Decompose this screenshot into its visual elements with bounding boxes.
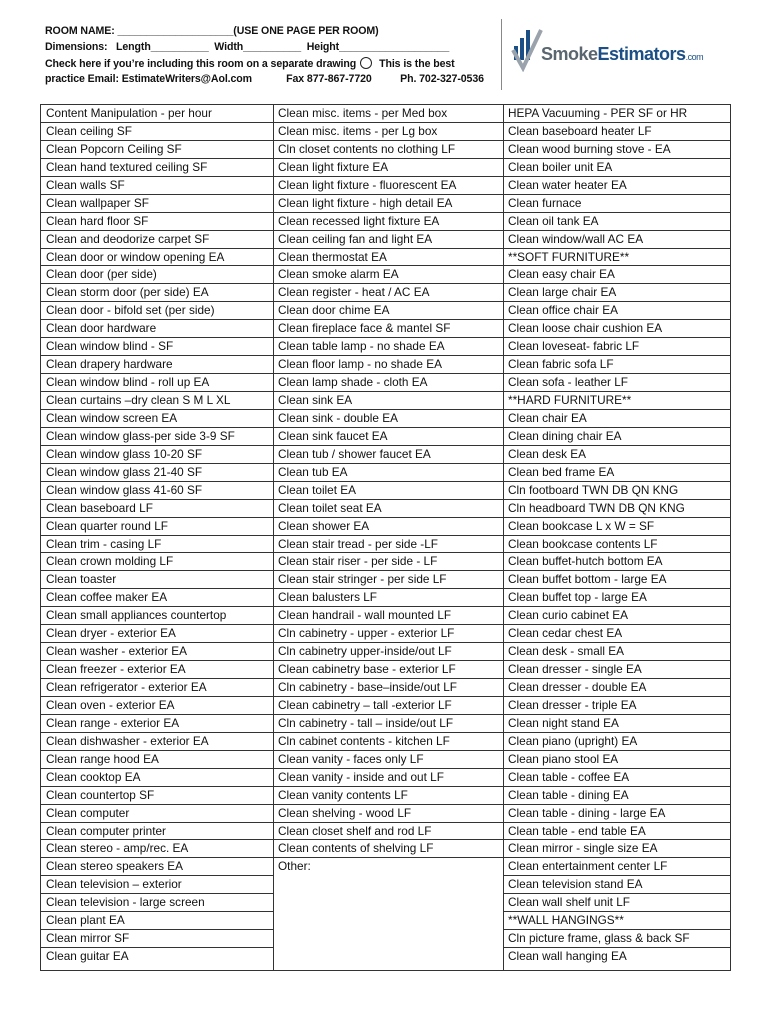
item-c3-26[interactable]: Clean buffet-hutch bottom EA <box>503 553 731 571</box>
item-c2-38[interactable]: Clean vanity - inside and out LF <box>273 769 503 787</box>
item-c3-14[interactable]: Clean loveseat- fabric LF <box>503 338 731 356</box>
item-c3-46[interactable]: **WALL HANGINGS** <box>503 912 731 930</box>
item-c1-7[interactable]: Clean hard floor SF <box>41 213 273 231</box>
best-practice-text: This is the best <box>379 58 455 70</box>
item-c1-28[interactable]: Clean coffee maker EA <box>41 589 273 607</box>
item-c2-21[interactable]: Clean tub EA <box>273 464 503 482</box>
item-c3-38[interactable]: Clean table - coffee EA <box>503 769 731 787</box>
item-c1-39[interactable]: Clean countertop SF <box>41 787 273 805</box>
item-c1-30[interactable]: Clean dryer - exterior EA <box>41 625 273 643</box>
item-c3-22[interactable]: Cln footboard TWN DB QN KNG <box>503 482 731 500</box>
item-c2-12[interactable]: Clean door chime EA <box>273 302 503 320</box>
item-c1-10[interactable]: Clean door (per side) <box>41 266 273 284</box>
item-c3-48[interactable]: Clean wall hanging EA <box>508 949 627 964</box>
item-c1-15[interactable]: Clean drapery hardware <box>41 356 273 374</box>
header-block <box>39 19 502 90</box>
item-c2-6[interactable]: Clean light fixture - high detail EA <box>273 195 503 213</box>
item-c1-44[interactable]: Clean television – exterior <box>41 876 273 894</box>
item-c3-16[interactable]: Clean sofa - leather LF <box>503 374 731 392</box>
item-c3-21[interactable]: Clean bed frame EA <box>503 464 731 482</box>
item-c2-7[interactable]: Clean recessed light fixture EA <box>273 213 503 231</box>
item-c3-19[interactable]: Clean dining chair EA <box>503 428 731 446</box>
item-c2-31[interactable]: Cln cabinetry upper-inside/out LF <box>273 643 503 661</box>
item-c2-19[interactable]: Clean sink faucet EA <box>273 428 503 446</box>
item-c1-5[interactable]: Clean walls SF <box>41 177 273 195</box>
column-2 <box>273 105 504 970</box>
item-c3-8[interactable]: Clean window/wall AC EA <box>503 231 731 249</box>
logo-wordmark <box>541 44 703 65</box>
column-1 <box>41 105 274 970</box>
item-c2-9[interactable]: Clean thermostat EA <box>273 249 503 267</box>
item-c3-32[interactable]: Clean dresser - single EA <box>503 661 731 679</box>
item-c1-6[interactable]: Clean wallpaper SF <box>41 195 273 213</box>
logo-word-smoke: Smoke <box>541 44 598 64</box>
smoke-estimators-logo <box>511 22 731 82</box>
item-c2-30[interactable]: Cln cabinetry - upper - exterior LF <box>273 625 503 643</box>
item-c1-25[interactable]: Clean trim - casing LF <box>41 536 273 554</box>
item-c2-32[interactable]: Clean cabinetry base - exterior LF <box>273 661 503 679</box>
item-c1-47[interactable]: Clean mirror SF <box>41 930 273 948</box>
item-c3-24[interactable]: Clean bookcase L x W = SF <box>503 518 731 536</box>
item-c1-16[interactable]: Clean window blind - roll up EA <box>41 374 273 392</box>
item-c2-23[interactable]: Clean toilet seat EA <box>273 500 503 518</box>
item-c3-9[interactable]: **SOFT FURNITURE** <box>503 249 731 267</box>
item-c2-40[interactable]: Clean shelving - wood LF <box>273 805 503 823</box>
item-c1-34[interactable]: Clean oven - exterior EA <box>41 697 273 715</box>
item-c3-41[interactable]: Clean table - end table EA <box>503 823 731 841</box>
item-c1-17[interactable]: Clean curtains –dry clean S M L XL <box>41 392 273 410</box>
item-c3-1[interactable]: HEPA Vacuuming - PER SF or HR <box>503 105 731 123</box>
item-c2-39[interactable]: Clean vanity contents LF <box>273 787 503 805</box>
item-c2-1[interactable]: Clean misc. items - per Med box <box>273 105 503 123</box>
item-c1-14[interactable]: Clean window blind - SF <box>41 338 273 356</box>
item-c1-9[interactable]: Clean door or window opening EA <box>41 249 273 267</box>
item-c1-24[interactable]: Clean quarter round LF <box>41 518 273 536</box>
item-c3-30[interactable]: Clean cedar chest EA <box>503 625 731 643</box>
item-c1-33[interactable]: Clean refrigerator - exterior EA <box>41 679 273 697</box>
item-c3-18[interactable]: Clean chair EA <box>503 410 731 428</box>
item-c1-40[interactable]: Clean computer <box>41 805 273 823</box>
item-c3-6[interactable]: Clean furnace <box>503 195 731 213</box>
drawing-check-line <box>45 57 455 71</box>
item-c3-25[interactable]: Clean bookcase contents LF <box>503 536 731 554</box>
item-c1-1[interactable]: Content Manipulation - per hour <box>41 105 273 123</box>
item-c3-7[interactable]: Clean oil tank EA <box>503 213 731 231</box>
item-c1-32[interactable]: Clean freezer - exterior EA <box>41 661 273 679</box>
item-c2-3[interactable]: Cln closet contents no clothing LF <box>273 141 503 159</box>
item-c1-22[interactable]: Clean window glass 41-60 SF <box>41 482 273 500</box>
item-c2-35[interactable]: Cln cabinetry - tall – inside/out LF <box>273 715 503 733</box>
contact-line: practice Email: EstimateWriters@Aol.com Fax 877-867-7720 Ph. 702-327-0536 <box>45 73 484 85</box>
item-c2-10[interactable]: Clean smoke alarm EA <box>273 266 503 284</box>
item-c3-47[interactable]: Cln picture frame, glass & back SF <box>503 930 731 948</box>
item-c3-17[interactable]: **HARD FURNITURE** <box>503 392 731 410</box>
item-c3-43[interactable]: Clean entertainment center LF <box>503 858 731 876</box>
item-c2-41[interactable]: Clean closet shelf and rod LF <box>273 823 503 841</box>
item-c2-4[interactable]: Clean light fixture EA <box>273 159 503 177</box>
item-c1-45[interactable]: Clean television - large screen <box>41 894 273 912</box>
item-c2-28[interactable]: Clean balusters LF <box>273 589 503 607</box>
item-c2-5[interactable]: Clean light fixture - fluorescent EA <box>273 177 503 195</box>
item-c1-13[interactable]: Clean door hardware <box>41 320 273 338</box>
logo-word-com: .com <box>685 52 704 62</box>
item-c1-12[interactable]: Clean door - bifold set (per side) <box>41 302 273 320</box>
item-c1-21[interactable]: Clean window glass 21-40 SF <box>41 464 273 482</box>
item-c2-27[interactable]: Clean stair stringer - per side LF <box>273 571 503 589</box>
dimensions-line[interactable]: Dimensions: Length__________ Width__________ Height___________________ <box>45 41 450 53</box>
item-c3-36[interactable]: Clean piano (upright) EA <box>503 733 731 751</box>
cleaning-items-table <box>40 104 731 971</box>
item-c3-44[interactable]: Clean television stand EA <box>503 876 731 894</box>
item-c3-4[interactable]: Clean boiler unit EA <box>503 159 731 177</box>
item-c3-29[interactable]: Clean curio cabinet EA <box>503 607 731 625</box>
item-c3-37[interactable]: Clean piano stool EA <box>503 751 731 769</box>
item-c1-11[interactable]: Clean storm door (per side) EA <box>41 284 273 302</box>
item-c1-37[interactable]: Clean range hood EA <box>41 751 273 769</box>
item-c1-3[interactable]: Clean Popcorn Ceiling SF <box>41 141 273 159</box>
item-c1-29[interactable]: Clean small appliances countertop <box>41 607 273 625</box>
item-c3-3[interactable]: Clean wood burning stove - EA <box>503 141 731 159</box>
item-c3-40[interactable]: Clean table - dining - large EA <box>503 805 731 823</box>
logo-bars-icon <box>511 24 545 72</box>
item-c3-23[interactable]: Cln headboard TWN DB QN KNG <box>503 500 731 518</box>
item-c3-31[interactable]: Clean desk - small EA <box>503 643 731 661</box>
item-c1-20[interactable]: Clean window glass 10-20 SF <box>41 446 273 464</box>
item-c2-42[interactable]: Clean contents of shelving LF <box>273 840 503 858</box>
item-c2-37[interactable]: Clean vanity - faces only LF <box>273 751 503 769</box>
item-c2-36[interactable]: Cln cabinet contents - kitchen LF <box>273 733 503 751</box>
drawing-check-text: Check here if you’re including this room on a separate drawing <box>45 58 357 70</box>
item-c3-39[interactable]: Clean table - dining EA <box>503 787 731 805</box>
item-c1-2[interactable]: Clean ceiling SF <box>41 123 273 141</box>
room-name-line[interactable]: ROOM NAME: ____________________(USE ONE PAGE PER ROOM) <box>45 25 379 37</box>
item-c2-20[interactable]: Clean tub / shower faucet EA <box>273 446 503 464</box>
item-c3-42[interactable]: Clean mirror - single size EA <box>503 840 731 858</box>
drawing-checkbox[interactable] <box>360 57 372 69</box>
item-c3-35[interactable]: Clean night stand EA <box>503 715 731 733</box>
item-c1-38[interactable]: Clean cooktop EA <box>41 769 273 787</box>
item-c2-29[interactable]: Clean handrail - wall mounted LF <box>273 607 503 625</box>
logo-word-estimators: Estimators <box>597 44 686 64</box>
item-c2-26[interactable]: Clean stair riser - per side - LF <box>273 553 503 571</box>
item-c3-34[interactable]: Clean dresser - triple EA <box>503 697 731 715</box>
item-c2-11[interactable]: Clean register - heat / AC EA <box>273 284 503 302</box>
item-c3-13[interactable]: Clean loose chair cushion EA <box>503 320 731 338</box>
item-c3-15[interactable]: Clean fabric sofa LF <box>503 356 731 374</box>
item-c2-8[interactable]: Clean ceiling fan and light EA <box>273 231 503 249</box>
item-c2-15[interactable]: Clean floor lamp - no shade EA <box>273 356 503 374</box>
item-c1-18[interactable]: Clean window screen EA <box>41 410 273 428</box>
item-c2-13[interactable]: Clean fireplace face & mantel SF <box>273 320 503 338</box>
item-c2-33[interactable]: Cln cabinetry - base–inside/out LF <box>273 679 503 697</box>
item-c2-14[interactable]: Clean table lamp - no shade EA <box>273 338 503 356</box>
item-c3-11[interactable]: Clean large chair EA <box>503 284 731 302</box>
item-c3-12[interactable]: Clean office chair EA <box>503 302 731 320</box>
item-c3-20[interactable]: Clean desk EA <box>503 446 731 464</box>
header-divider <box>501 19 502 90</box>
item-c3-27[interactable]: Clean buffet bottom - large EA <box>503 571 731 589</box>
item-c3-33[interactable]: Clean dresser - double EA <box>503 679 731 697</box>
item-c1-23[interactable]: Clean baseboard LF <box>41 500 273 518</box>
item-c1-36[interactable]: Clean dishwasher - exterior EA <box>41 733 273 751</box>
item-c1-42[interactable]: Clean stereo - amp/rec. EA <box>41 840 273 858</box>
item-c1-8[interactable]: Clean and deodorize carpet SF <box>41 231 273 249</box>
item-c1-46[interactable]: Clean plant EA <box>41 912 273 930</box>
item-c2-18[interactable]: Clean sink - double EA <box>273 410 503 428</box>
item-c1-31[interactable]: Clean washer - exterior EA <box>41 643 273 661</box>
item-c1-27[interactable]: Clean toaster <box>41 571 273 589</box>
column-3 <box>503 105 731 970</box>
item-c1-43[interactable]: Clean stereo speakers EA <box>41 858 273 876</box>
item-c1-26[interactable]: Clean crown molding LF <box>41 553 273 571</box>
item-c1-4[interactable]: Clean hand textured ceiling SF <box>41 159 273 177</box>
item-c3-5[interactable]: Clean water heater EA <box>503 177 731 195</box>
item-c1-41[interactable]: Clean computer printer <box>41 823 273 841</box>
item-c1-19[interactable]: Clean window glass-per side 3-9 SF <box>41 428 273 446</box>
item-c2-25[interactable]: Clean stair tread - per side -LF <box>273 536 503 554</box>
item-c2-22[interactable]: Clean toilet EA <box>273 482 503 500</box>
item-c1-48[interactable]: Clean guitar EA <box>46 949 129 964</box>
item-c2-24[interactable]: Clean shower EA <box>273 518 503 536</box>
item-c2-34[interactable]: Clean cabinetry – tall -exterior LF <box>273 697 503 715</box>
item-c1-35[interactable]: Clean range - exterior EA <box>41 715 273 733</box>
item-c2-2[interactable]: Clean misc. items - per Lg box <box>273 123 503 141</box>
item-c2-17[interactable]: Clean sink EA <box>273 392 503 410</box>
item-c3-28[interactable]: Clean buffet top - large EA <box>503 589 731 607</box>
item-c2-43[interactable]: Other: <box>278 859 311 874</box>
item-c3-10[interactable]: Clean easy chair EA <box>503 266 731 284</box>
item-c2-16[interactable]: Clean lamp shade - cloth EA <box>273 374 503 392</box>
item-c3-45[interactable]: Clean wall shelf unit LF <box>503 894 731 912</box>
item-c3-2[interactable]: Clean baseboard heater LF <box>503 123 731 141</box>
